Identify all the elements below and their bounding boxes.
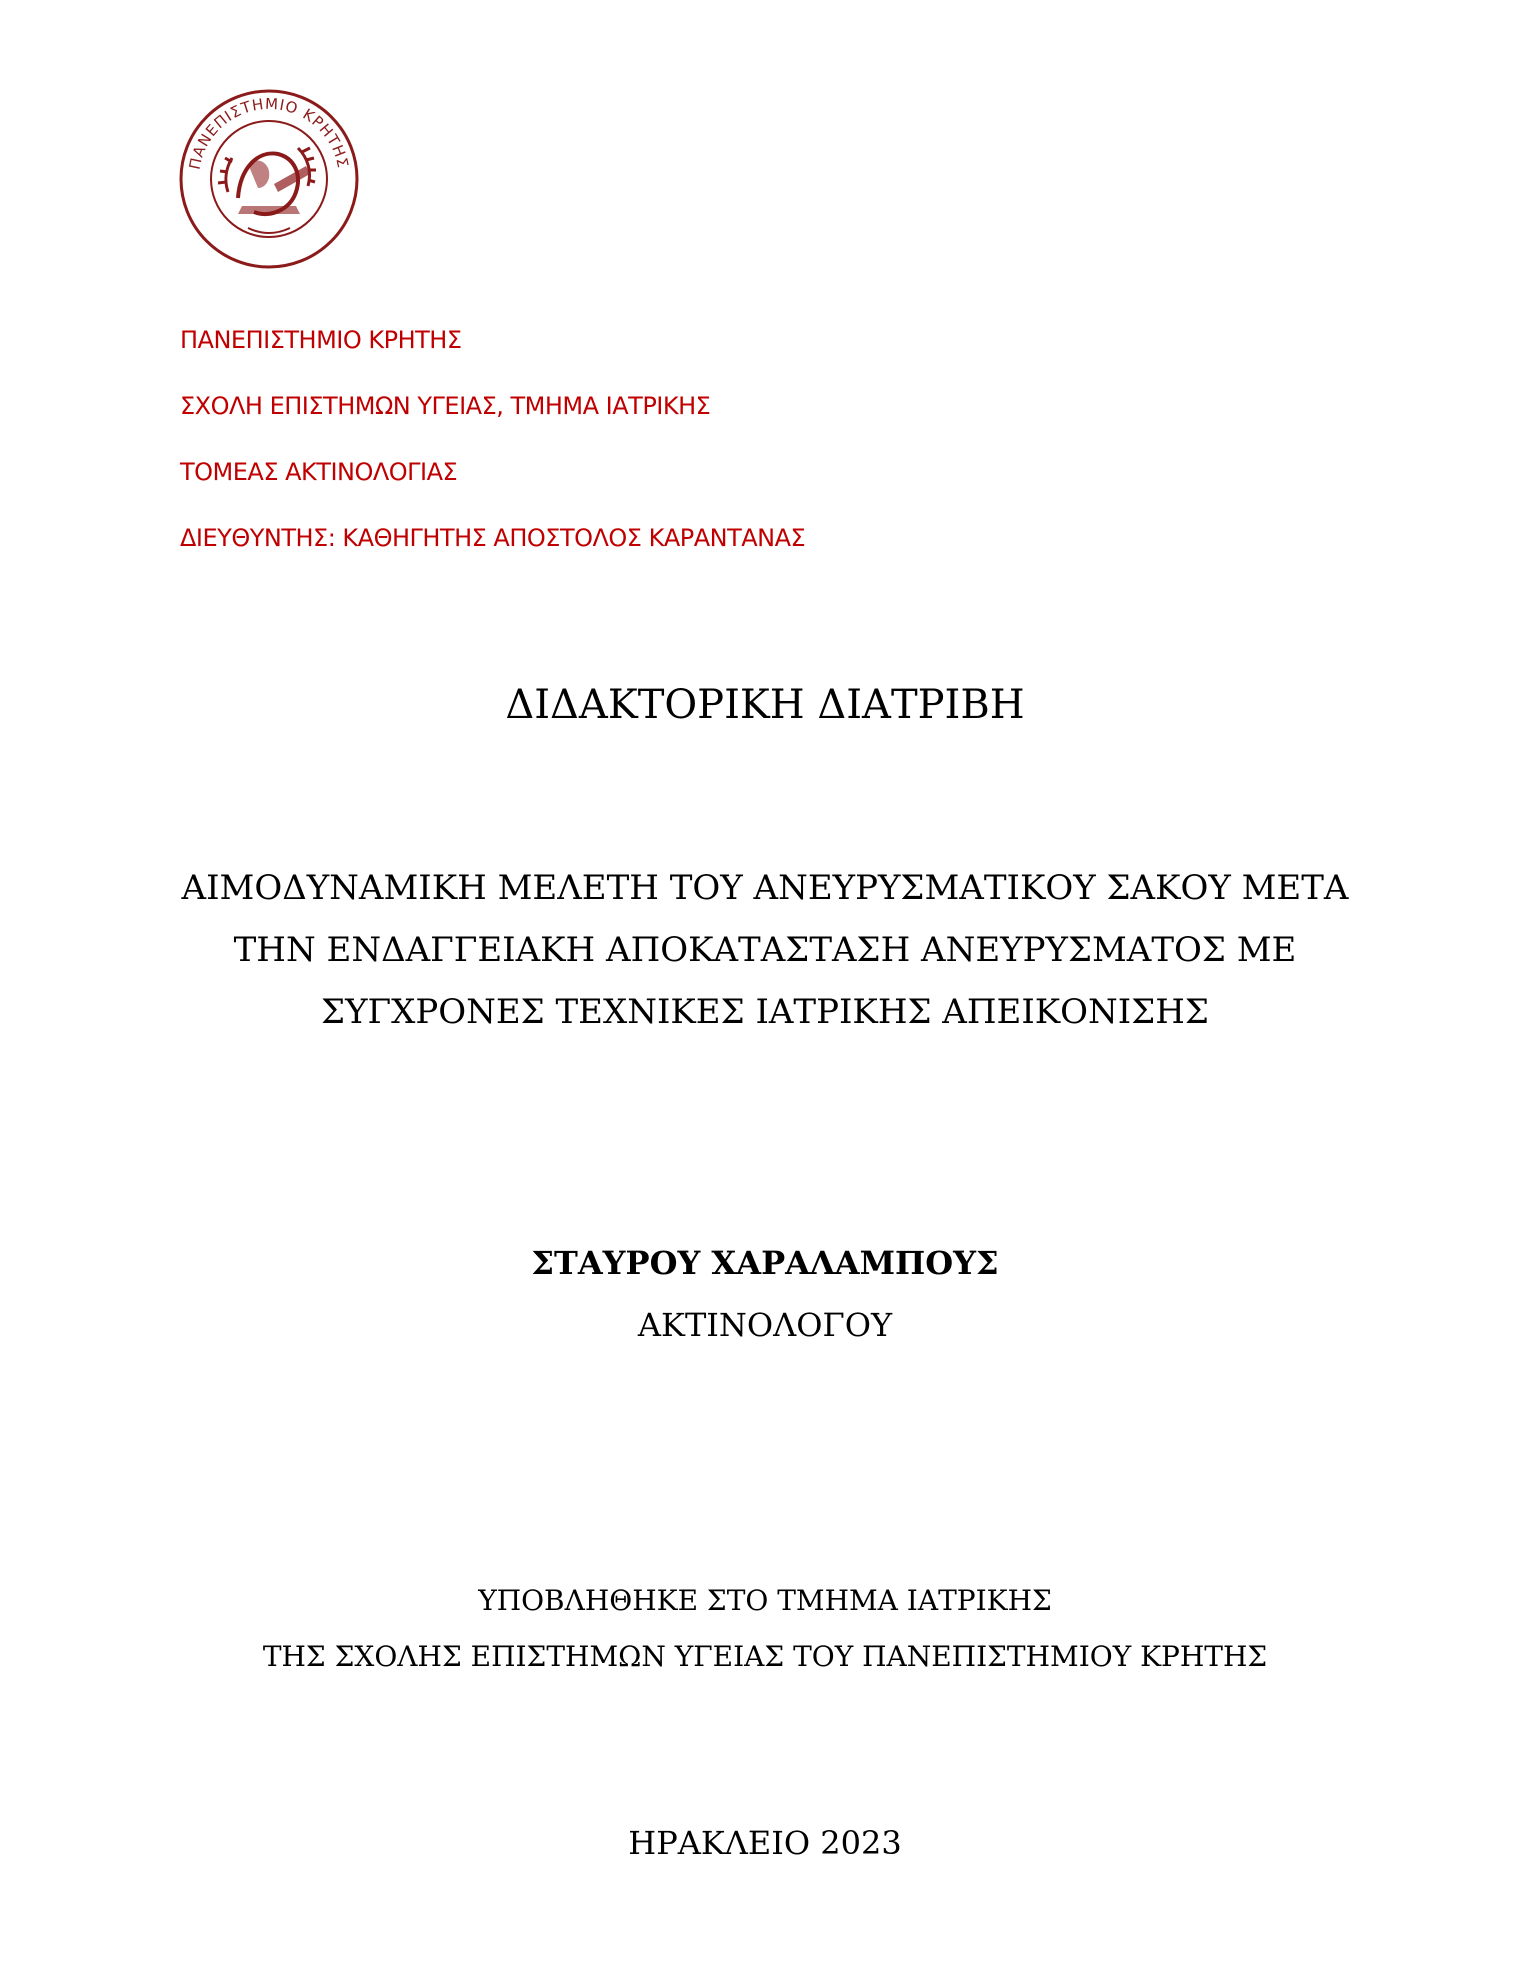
director-line: ΔΙΕΥΘΥΝΤΗΣ: ΚΑΘΗΓΗΤΗΣ ΑΠΟΣΤΟΛΟΣ ΚΑΡΑΝΤΑΝΑΣ <box>180 524 806 552</box>
school-name: ΣΧΟΛΗ ΕΠΙΣΤΗΜΩΝ ΥΓΕΙΑΣ, ΤΜΗΜΑ ΙΑΤΡΙΚΗΣ <box>180 392 711 420</box>
submission-line-1: ΥΠΟΒΛΗΘΗΚΕ ΣΤΟ ΤΜΗΜΑ ΙΑΤΡΙΚΗΣ <box>478 1584 1052 1617</box>
thesis-title-line-3: ΣΥΓΧΡΟΝΕΣ ΤΕΧΝΙΚΕΣ ΙΑΤΡΙΚΗΣ ΑΠΕΙΚΟΝΙΣΗΣ <box>321 992 1209 1032</box>
seal-text: ΠΑΝΕΠΙΣΤΗΜΙΟ ΚΡΗΤΗΣ <box>185 94 353 172</box>
place-year: ΗΡΑΚΛΕΙΟ 2023 <box>628 1824 902 1862</box>
submission-line-2: ΤΗΣ ΣΧΟΛΗΣ ΕΠΙΣΤΗΜΩΝ ΥΓΕΙΑΣ ΤΟΥ ΠΑΝΕΠΙΣΤΗΜΙΟΥ ΚΡΗΤΗΣ <box>262 1640 1268 1673</box>
thesis-title-line-2: ΤΗΝ ΕΝΔΑΓΓΕΙΑΚΗ ΑΠΟΚΑΤΑΣΤΑΣΗ ΑΝΕΥΡΥΣΜΑΤΟΣ ΜΕ <box>233 930 1297 970</box>
university-name: ΠΑΝΕΠΙΣΤΗΜΙΟ ΚΡΗΤΗΣ <box>180 326 462 354</box>
sector-name: ΤΟΜΕΑΣ ΑΚΤΙΝΟΛΟΓΙΑΣ <box>180 458 458 486</box>
university-seal-icon <box>178 88 360 270</box>
document-type-heading: ΔΙΔΑΚΤΟΡΙΚΗ ΔΙΑΤΡΙΒΗ <box>505 682 1025 728</box>
svg-text:ΠΑΝΕΠΙΣΤΗΜΙΟ ΚΡΗΤΗΣ <box>186 95 353 171</box>
author-name: ΣΤΑΥΡΟΥ ΧΑΡΑΛΑΜΠΟΥΣ <box>531 1244 999 1282</box>
author-role: ΑΚΤΙΝΟΛΟΓΟΥ <box>637 1306 893 1344</box>
thesis-title-line-1: ΑΙΜΟΔΥΝΑΜΙΚΗ ΜΕΛΕΤΗ ΤΟΥ ΑΝΕΥΡΥΣΜΑΤΙΚΟΥ ΣΑΚΟΥ ΜΕΤΑ <box>181 868 1349 908</box>
seal-graphic <box>178 88 360 270</box>
